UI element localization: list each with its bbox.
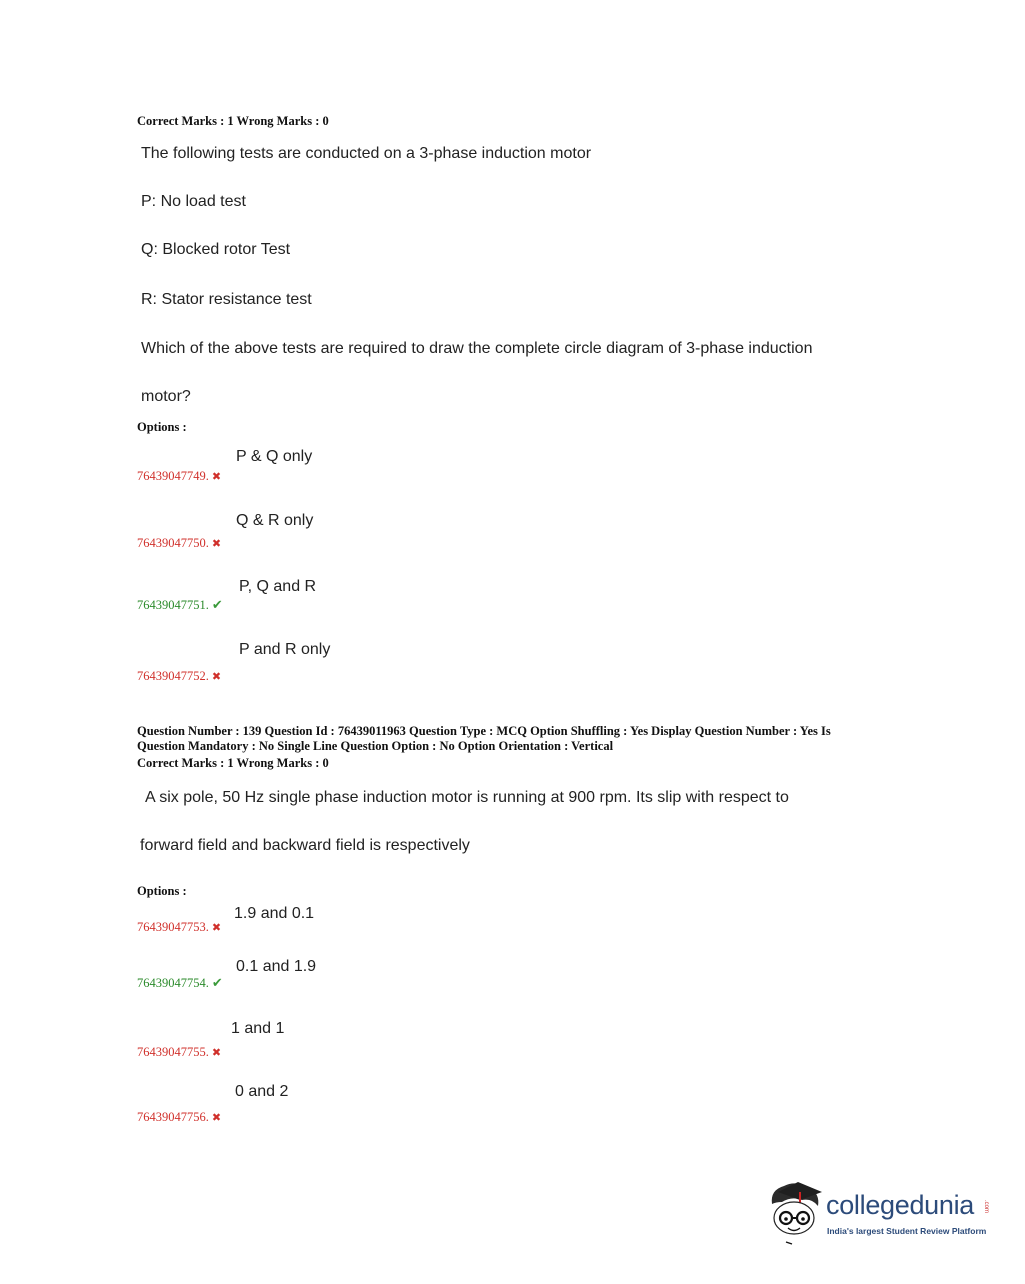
mascot-icon: [766, 1178, 826, 1248]
q2-text-line: forward field and backward field is respectively: [140, 837, 470, 854]
wrong-mark-icon: ✖: [211, 671, 222, 683]
option-text: 0.1 and 1.9: [236, 958, 317, 975]
q1-options-label: Options :: [137, 420, 187, 434]
q1-text-line: The following tests are conducted on a 3-phase induction motor: [141, 145, 592, 162]
logo-wordmark: collegedunia: [826, 1190, 975, 1220]
option-id: 76439047753. ✖: [137, 920, 222, 934]
option-text: P & Q only: [236, 448, 313, 465]
wrong-mark-icon: ✖: [211, 471, 222, 483]
q2-meta-line: Question Mandatory : No Single Line Question Option : No Option Orientation : Vertical: [137, 739, 614, 753]
q2-meta: [137, 724, 867, 771]
wrong-mark-icon: ✖: [211, 1047, 222, 1059]
q1-text-line: Q: Blocked rotor Test: [141, 241, 291, 258]
option-text: 1.9 and 0.1: [234, 905, 315, 922]
q1-text-line: Which of the above tests are required to draw the complete circle diagram of 3-phase induction: [141, 340, 813, 357]
option-id: 76439047755. ✖: [137, 1045, 222, 1059]
q1-text-line: R: Stator resistance test: [141, 291, 312, 308]
option-id: 76439047751. ✔: [137, 597, 223, 612]
wrong-mark-icon: ✖: [211, 1112, 222, 1124]
correct-check-icon: ✔: [211, 597, 223, 612]
collegedunia-logo: [766, 1178, 996, 1248]
option-id: 76439047749. ✖: [137, 469, 222, 483]
option-id: 76439047756. ✖: [137, 1110, 222, 1124]
q2-options-label: Options :: [137, 884, 187, 898]
option-text: 0 and 2: [235, 1083, 289, 1100]
q1-text-line: motor?: [141, 388, 191, 405]
q2-text-line: A six pole, 50 Hz single phase induction motor is running at 900 rpm. Its slip with respect to: [145, 789, 789, 806]
option-text: Q & R only: [236, 512, 314, 529]
q1-marks: Correct Marks : 1 Wrong Marks : 0: [137, 114, 329, 128]
logo-tagline: India's largest Student Review Platform: [827, 1226, 987, 1236]
wrong-mark-icon: ✖: [211, 538, 222, 550]
logo-domain-suffix: .com: [983, 1200, 989, 1214]
q2-marks: Correct Marks : 1 Wrong Marks : 0: [137, 756, 329, 770]
q1-text-line: P: No load test: [141, 193, 246, 210]
option-text: 1 and 1: [231, 1020, 285, 1037]
option-id: 76439047752. ✖: [137, 669, 222, 683]
q2-meta-line: Question Number : 139 Question Id : 76439011963 Question Type : MCQ Option Shuffling : Yes Display Question Number : Yes Is: [137, 724, 831, 738]
option-id: 76439047754. ✔: [137, 975, 223, 990]
option-text: P and R only: [239, 641, 331, 658]
correct-check-icon: ✔: [211, 975, 223, 990]
wrong-mark-icon: ✖: [211, 922, 222, 934]
option-text: P, Q and R: [239, 578, 317, 595]
option-id: 76439047750. ✖: [137, 536, 222, 550]
